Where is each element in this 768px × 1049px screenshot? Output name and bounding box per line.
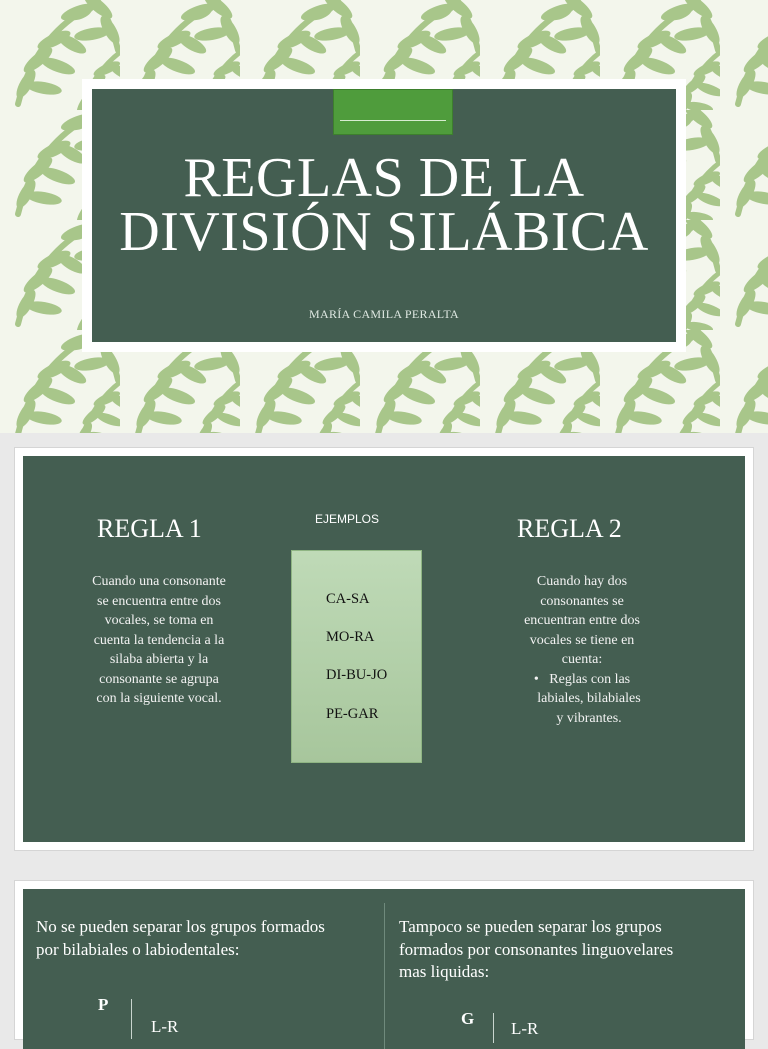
examples-box (291, 550, 422, 763)
example-item: DI-BU-JO (326, 667, 388, 683)
bullet-line: y vibrantes. (556, 710, 622, 726)
rule-2-bullet (503, 670, 661, 690)
rule-1-line: con la siguiente vocal. (96, 691, 222, 706)
left-line: No se pueden separar los grupos formados (36, 917, 325, 936)
rule-2-line: Cuando hay dos (536, 574, 628, 589)
rule-2-text (503, 572, 661, 728)
rule-2-line: encuentran entre dos (524, 613, 640, 628)
groups-panel (23, 889, 745, 1049)
title-card (82, 79, 686, 352)
title-line-2: DIVISIÓN SILÁBICA (119, 201, 649, 263)
rule-2-line: cuenta: (561, 652, 603, 667)
title-line-1: REGLAS DE LA (183, 147, 585, 209)
rule-1-heading: REGLA 1 (97, 514, 202, 543)
rule-2-line: consonantes se (540, 593, 624, 609)
rule-2-heading: REGLA 2 (517, 514, 622, 543)
author-name: MARÍA CAMILA PERALTA (309, 307, 459, 321)
rules-slide (14, 447, 754, 851)
left-line: por bilabiales o labiodentales: (36, 939, 240, 959)
rule-1-text (75, 572, 243, 709)
column-divider (384, 903, 385, 1049)
left-column-text (36, 916, 376, 961)
rule-1-line: consonante se agrupa (99, 671, 219, 687)
groups-slide (14, 880, 754, 1040)
rule-1-line: cuenta la tendencia a la (93, 632, 225, 648)
bullet-line: labiales, bilabiales (537, 691, 641, 706)
example-item: MO-RA (326, 629, 375, 645)
right-consonant-fragment: G (461, 1009, 475, 1028)
presentation-title (92, 147, 676, 263)
right-bracket (493, 1013, 494, 1043)
right-line: mas liquidas: (399, 962, 490, 981)
example-item: PE-GAR (326, 706, 379, 722)
left-bracket (131, 999, 132, 1039)
bullet-line: Reglas con las (549, 671, 631, 687)
examples-label: EJEMPLOS (315, 512, 380, 526)
right-liquid-fragment: L-R (511, 1019, 539, 1038)
accent-tab (333, 89, 453, 135)
rule-2-line: vocales se tiene en (529, 632, 635, 648)
rule-1-line: se encuentra entre dos (97, 593, 221, 609)
left-liquid-fragment: L-R (151, 1017, 179, 1036)
left-consonant-fragment: P (98, 995, 109, 1014)
rule-1-line: silaba abierta y la (109, 652, 209, 667)
title-panel (92, 89, 676, 342)
rules-panel (23, 456, 745, 842)
bullet-glyph: • (533, 671, 539, 687)
rule-1-line: Cuando una consonante (92, 574, 226, 589)
right-line: formados por consonantes linguovelares (399, 939, 674, 959)
rule-1-line: vocales, se toma en (104, 613, 214, 628)
right-column-text (399, 916, 739, 984)
right-line: Tampoco se pueden separar los grupos (399, 917, 662, 936)
example-item: CA-SA (326, 591, 370, 607)
title-slide (0, 0, 768, 433)
